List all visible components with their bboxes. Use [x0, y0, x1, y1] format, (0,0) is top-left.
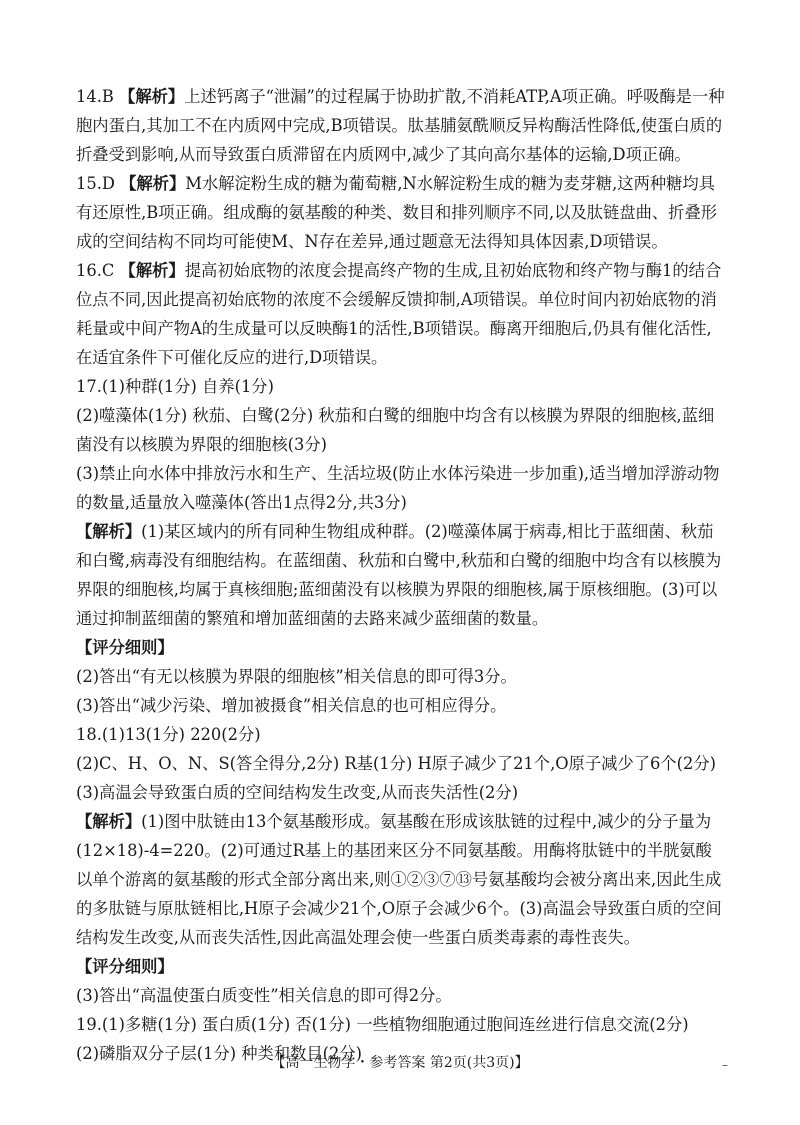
analysis-tag: 【解析】 — [120, 174, 186, 193]
page-footer: 【高一生物学・参考答案 第2页(共3页)】 — [271, 1055, 529, 1071]
answer-16-number: 16.C — [76, 261, 115, 280]
answer-18-part-3: (3)高温会导致蛋白质的空间结构发生改变,从而丧失活性(2分) — [76, 783, 519, 802]
analysis-tag: 【解析】 — [76, 812, 142, 831]
answer-18-part-2: (2)C、H、O、N、S(答全得分,2分) R基(1分) H原子减少了21个,O原子减少了6个(2分) — [76, 754, 716, 773]
answer-19-part-1: 19.(1)多糖(1分) 蛋白质(1分) 否(1分) 一些植物细胞通过胞间连丝进行信息交流(2分) — [76, 1015, 689, 1034]
answer-18-rubric-1: (3)答出“高温使蛋白质变性”相关信息的即可得2分。 — [76, 986, 452, 1005]
answer-18-analysis — [76, 807, 726, 952]
corner-mark: – — [722, 1058, 728, 1072]
answer-16 — [76, 256, 726, 372]
answer-15 — [76, 169, 726, 256]
answer-14 — [76, 82, 726, 169]
answer-14-number: 14.B — [76, 87, 114, 106]
answer-15-number: 15.D — [76, 174, 115, 193]
answer-14-text: 上述钙离子“泄漏”的过程属于协助扩散,不消耗ATP,A项正确。呼吸酶是一种胞内蛋白,其加工不在内质网中完成,B项错误。肽基脯氨酰顺反异构酶活性降低,使蛋白质的折叠受到影响,从而导致蛋白质滞留在内质网中,减少了其向高尔基体的运输,D项正确。 — [76, 87, 725, 164]
answer-18-analysis-text: (1)图中肽链由13个氨基酸形成。氨基酸在形成该肽链的过程中,减少的分子量为(12×18)-4=220。(2)可通过R基上的基团来区分不同氨基酸。用酶将肽链中的半胱氨酸以单个游离的氨基酸的形式全部分离出来,则①②③⑦⑬号氨基酸均会被分离出来,因此生成的多肽链与原肽链相比,H原子会减少21个,O原子会减少6个。(3)高温会导致蛋白质的空间结构发生改变,从而丧失活性,因此高温处理会使一些蛋白质类毒素的毒性丧失。 — [76, 812, 722, 947]
answer-17-analysis-text: (1)某区域内的所有同种生物组成种群。(2)噬藻体属于病毒,相比于蓝细菌、秋茄和白鹭,病毒没有细胞结构。在蓝细菌、秋茄和白鹭中,秋茄和白鹭的细胞中均含有以核膜为界限的细胞核,均属于真核细胞;蓝细菌没有以核膜为界限的细胞核,属于原核细胞。(3)可以通过抑制蓝细菌的繁殖和增加蓝细菌的去路来减少蓝细菌的数量。 — [76, 522, 722, 628]
rubric-heading: 【评分细则】 — [76, 957, 174, 976]
analysis-tag: 【解析】 — [76, 522, 142, 541]
answer-key-page — [76, 82, 726, 1068]
answer-17-analysis — [76, 517, 726, 633]
analysis-tag: 【解析】 — [119, 261, 185, 280]
answer-17-part-2: (2)噬藻体(1分) 秋茄、白鹭(2分) 秋茄和白鹭的细胞中均含有以核膜为界限的细胞核,蓝细菌没有以核膜为界限的细胞核(3分) — [76, 406, 715, 454]
answer-19-part-2: (2)磷脂双分子层(1分) 种类和数目(2分) — [76, 1044, 363, 1063]
answer-17-part-1: 17.(1)种群(1分) 自养(1分) — [76, 377, 274, 396]
answer-16-text: 提高初始底物的浓度会提高终产物的生成,且初始底物和终产物与酶1的结合位点不同,因此提高初始底物的浓度不会缓解反馈抑制,A项错误。单位时间内初始底物的消耗量或中间产物A的生成量可以反映酶1的活性,B项错误。酶离开细胞后,仍具有催化活性,在适宜条件下可催化反应的进行,D项错误。 — [76, 261, 722, 367]
answer-17-rubric-1: (2)答出“有无以核膜为界限的细胞核”相关信息的即可得3分。 — [76, 667, 517, 686]
answer-17-part-3: (3)禁止向水体中排放污水和生产、生活垃圾(防止水体污染进一步加重),适当增加浮游动物的数量,适量放入噬藻体(答出1点得2分,共3分) — [76, 464, 720, 512]
answer-17-rubric-2: (3)答出“减少污染、增加被摄食”相关信息的也可相应得分。 — [76, 696, 507, 715]
analysis-tag: 【解析】 — [119, 87, 185, 106]
answer-15-text: M水解淀粉生成的糖为葡萄糖,N水解淀粉生成的糖为麦芽糖,这两种糖均具有还原性,B项正确。组成酶的氨基酸的种类、数目和排列顺序不同,以及肽链盘曲、折叠形成的空间结构不同均可能使M、N存在差异,通过题意无法得知具体因素,D项错误。 — [76, 174, 718, 251]
answer-18-part-1: 18.(1)13(1分) 220(2分) — [76, 725, 261, 744]
rubric-heading: 【评分细则】 — [76, 638, 174, 657]
